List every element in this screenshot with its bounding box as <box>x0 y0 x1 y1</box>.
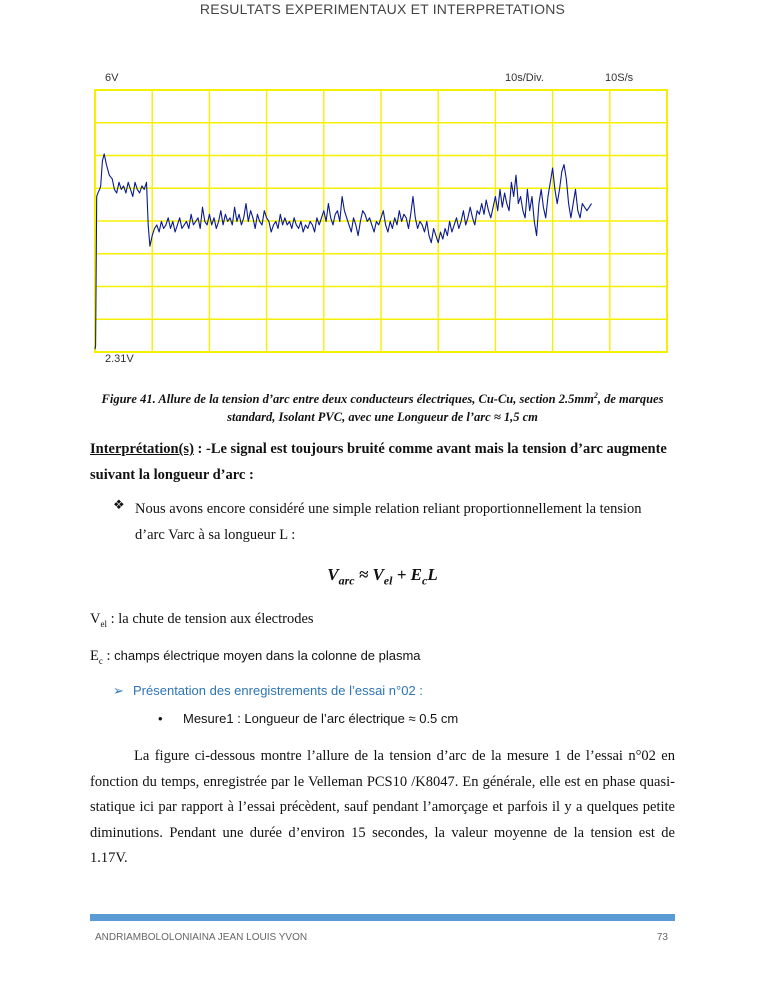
interpretation-text: : -Le signal est toujours bruité comme avant mais la tension d’arc augmente suivant la longueur d’arc : <box>90 441 667 483</box>
interpretation-label: Interprétation(s) <box>90 441 194 457</box>
def-ec-text: champs électrique moyen dans la colonne de plasma <box>114 648 421 663</box>
dot-bullet-icon: • <box>158 711 163 726</box>
def-ec-sym: E <box>90 648 99 664</box>
caption-part1: Figure 41. Allure de la tension d’arc entre deux conducteurs électriques, Cu-Cu, section 2.5mm <box>101 392 594 407</box>
formula-v2: V <box>372 565 384 584</box>
arrow-bullet-icon: ➢ <box>113 683 124 698</box>
formula-v: V <box>327 565 339 584</box>
formula-approx: ≈ <box>354 565 373 584</box>
footer-bar <box>90 914 675 921</box>
formula-plus: + <box>392 565 411 584</box>
mesure-text: Mesure1 : Longueur de l’arc électrique ≈ 0.5 cm <box>183 711 459 726</box>
def-vel-sub: el <box>100 618 107 629</box>
chart-top-voltage-label: 6V <box>105 72 119 84</box>
caption-part2: , de marques standard, Isolant PVC, avec une Longueur de l’arc ≈ 1,5 cm <box>227 392 664 425</box>
def-ec-sub: c <box>98 655 103 666</box>
section-heading <box>113 683 423 699</box>
formula <box>0 565 765 588</box>
chart-time-div-label: 10s/Div. <box>505 72 544 84</box>
interpretation <box>90 436 675 488</box>
chart-rate-label: 10S/s <box>605 72 634 84</box>
body-paragraph <box>90 744 675 872</box>
chart-bottom-voltage-label: 2.31V <box>105 353 134 365</box>
def-vel-text: : la chute de tension aux électrodes <box>106 611 314 627</box>
footer-author: ANDRIAMBOLOLONIAINA JEAN LOUIS YVON <box>95 932 308 943</box>
page-number: 73 <box>656 932 668 943</box>
section-heading-text: Présentation des enregistrements de l’essai n°02 : <box>133 683 423 698</box>
formula-v2-sub: el <box>383 573 393 588</box>
definition-ec <box>90 648 421 666</box>
def-vel-sym: V <box>90 611 101 627</box>
formula-l: L <box>427 565 438 584</box>
def-ec-sep: : <box>102 648 115 664</box>
oscilloscope-chart <box>90 70 675 370</box>
page-header: RESULTATS EXPERIMENTAUX ET INTERPRETATIONS <box>199 1 566 17</box>
diamond-bullet-icon: ❖ <box>113 497 125 512</box>
figure-caption <box>90 387 675 426</box>
caption-sup: 2 <box>593 391 598 400</box>
mesure-item <box>158 711 458 726</box>
formula-v-sub: arc <box>338 573 355 588</box>
paragraph-text: La figure ci-dessous montre l’allure de la tension d’arc de la mesure 1 de l’essai n°02 en fonction du temps, enregistrée par le Velleman PCS10 /K8047. En générale, elle est en phase quasi-statique ici par rapport à l’essai précèdent, sauf pendant l’amorçage et parfois il y a quelques petite diminutions. Pendant une durée d’environ 15 secondes, la valeur moyenne de la tension est de 1.17V. <box>90 748 675 866</box>
bullet-relation-text: Nous avons encore considéré une simple relation reliant proportionnellement la tension d’arc Varc à sa longueur L : <box>135 501 642 543</box>
definition-vel <box>90 611 314 629</box>
formula-e-sub: c <box>422 573 428 588</box>
chart-svg <box>90 70 675 370</box>
formula-e: E <box>410 565 422 584</box>
